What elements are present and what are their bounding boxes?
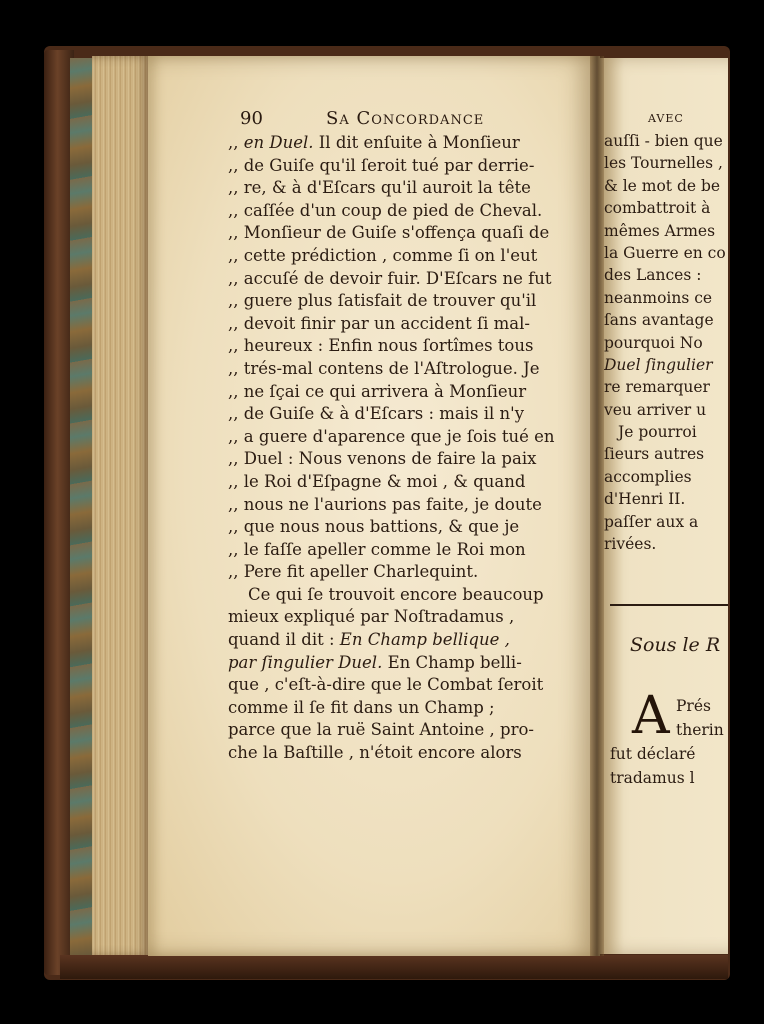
text-line: re remarquer [604,378,710,397]
text-segment: ,, guere plus ſatisfait de trouver qu'il [228,291,537,311]
text-line: paſſer aux a [604,512,699,531]
text-segment: ,, ne ſçai ce qui arrivera à Monſieur [228,381,527,401]
text-line [228,629,580,652]
text-segment: ,, accuſé de devoir fuir. D'Eſcars ne fut [228,268,552,288]
text-segment: par ſingulier Duel. [228,652,383,672]
text-segment: ,, de Guiſe qu'il ſeroit tué par derrie- [228,155,535,175]
text-line [228,381,580,404]
text-segment: ,, a guere d'aparence que je ſois tué en [228,426,555,446]
text-line [228,268,580,291]
text-line: fut déclaré [610,745,696,763]
text-segment: En Champ bellique , [339,630,510,650]
text-line: therin [676,721,724,739]
text-segment: que , c'eſt-à-dire que le Combat ſeroit [228,675,544,695]
text-line: tradamus l [610,769,695,787]
text-line [228,177,580,200]
page-number: 90 [240,108,263,129]
text-segment: ,, nous ne l'aurions pas faite, je doute [228,494,542,514]
text-line: neanmoins ce [604,288,713,307]
text-line-content [228,403,524,426]
text-line [228,494,580,517]
text-segment: che la Baſtille , n'étoit encore alors [228,743,522,763]
text-line [228,132,580,155]
text-line [228,358,580,381]
text-line [228,155,580,178]
text-line: mêmes Armes [604,221,716,240]
text-line-content [228,358,540,381]
text-segment: parce que la ruë Saint Antoine , pro- [228,720,535,740]
text-segment: Il dit enſuite à Monſieur [313,133,520,152]
text-line [228,697,580,720]
text-line-content [228,697,495,720]
text-line-content [228,381,526,404]
bottom-board [60,955,728,979]
text-line [228,652,580,675]
text-line-content [228,313,530,336]
text-segment: quand il dit : [228,630,340,650]
text-segment: comme il ſe fit dans un Champ ; [228,697,495,717]
text-segment: ,, Pere fit apeller Charlequint. [228,562,479,582]
text-line [228,719,580,742]
text-line-content [228,674,543,697]
text-line [228,742,580,765]
text-line [228,561,580,584]
text-segment: ,, cette prédiction , comme ſi on l'eut [228,245,538,265]
text-line [228,674,580,697]
text-line-content [228,561,478,584]
text-segment: ,, caſſée d'un coup de pied de Cheval. [228,200,543,220]
text-line: pourquoi No [604,333,703,352]
section-rule [610,604,728,606]
text-line-content [228,629,510,652]
text-line: veu arriver u [604,400,707,419]
text-segment: Ce qui ſe trouvoit encore beaucoup [248,584,544,604]
text-line [228,222,580,245]
text-line [228,403,580,426]
text-segment: ,, heureux : Enfin nous ſortîmes tous [228,336,534,356]
text-line [228,471,580,494]
text-line-content [228,652,522,675]
text-line [228,245,580,268]
text-line: auſſi - bien que [604,132,723,150]
text-segment: ,, de Guiſe & à d'Eſcars : mais il n'y [228,404,525,424]
text-line [228,290,580,313]
text-line: ſans avantage [604,311,714,330]
text-line: Prés [676,697,711,715]
text-line-content [228,471,525,494]
text-segment: ,, Monſieur de Guiſe s'offença quaſi de [228,223,550,243]
left-page-text [228,132,580,765]
text-line [228,313,580,336]
text-line-content [228,494,542,517]
running-head-right: avec [648,108,684,126]
text-segment: ,, que nous nous battions, & que je [228,517,520,537]
running-head-left: Sa Concordance [326,108,485,129]
text-segment: ,, en Duel. [228,133,314,152]
page-edges [92,56,150,956]
text-segment: En Champ belli- [382,652,522,672]
text-line-content [248,584,544,607]
gutter [590,56,604,956]
text-line: accomplies [604,467,692,486]
text-line: rivées. [604,535,657,554]
text-segment: ,, re, & à d'Eſcars qu'il auroit la tête [228,178,531,198]
text-line-content [228,222,549,245]
right-page-text [604,130,728,555]
drop-capital: A [632,686,670,746]
text-line [228,584,580,607]
text-line-content [228,426,555,449]
marbled-endpaper [70,58,92,958]
text-line: les Tournelles , [604,154,723,173]
text-line-content [228,719,534,742]
text-segment: ,, trés-mal contens de l'Aſtrologue. Je [228,358,540,378]
text-line: combattroit à [604,199,711,218]
text-line-content [228,177,531,200]
text-line-content [228,132,520,155]
text-line-content [228,335,533,358]
text-line: Duel ſingulier [604,355,713,374]
text-line-content [228,448,536,471]
text-line: la Guerre en co [604,243,726,262]
text-line-content [228,539,526,562]
text-line-content [228,200,542,223]
text-line-content [228,606,514,629]
text-line [228,539,580,562]
text-line-content [228,155,534,178]
text-line: ſieurs autres [604,445,705,464]
text-segment: ,, Duel : Nous venons de faire la paix [228,449,537,469]
text-line: d'Henri II. [604,490,686,509]
text-segment: ,, le faſſe apeller comme le Roi mon [228,539,526,559]
text-line-content [228,245,537,268]
text-line [228,606,580,629]
section-title: Sous le R [630,634,721,656]
text-line-content [228,268,552,291]
text-line [228,448,580,471]
text-line [228,426,580,449]
text-segment: mieux expliqué par Noſtradamus , [228,607,515,627]
text-line-content [228,742,522,765]
text-line: Je pourroi [618,423,697,442]
text-line [228,335,580,358]
text-line: des Lances : [604,266,702,285]
text-segment: ,, devoit finir par un accident ſi mal- [228,313,530,333]
left-page-header [240,108,580,130]
text-line: & le mot de be [604,176,721,195]
text-segment: ,, le Roi d'Eſpagne & moi , & quand [228,471,526,491]
text-line-content [228,516,519,539]
text-line [228,516,580,539]
right-section-text [606,694,730,790]
text-line-content [228,290,536,313]
text-line [228,200,580,223]
